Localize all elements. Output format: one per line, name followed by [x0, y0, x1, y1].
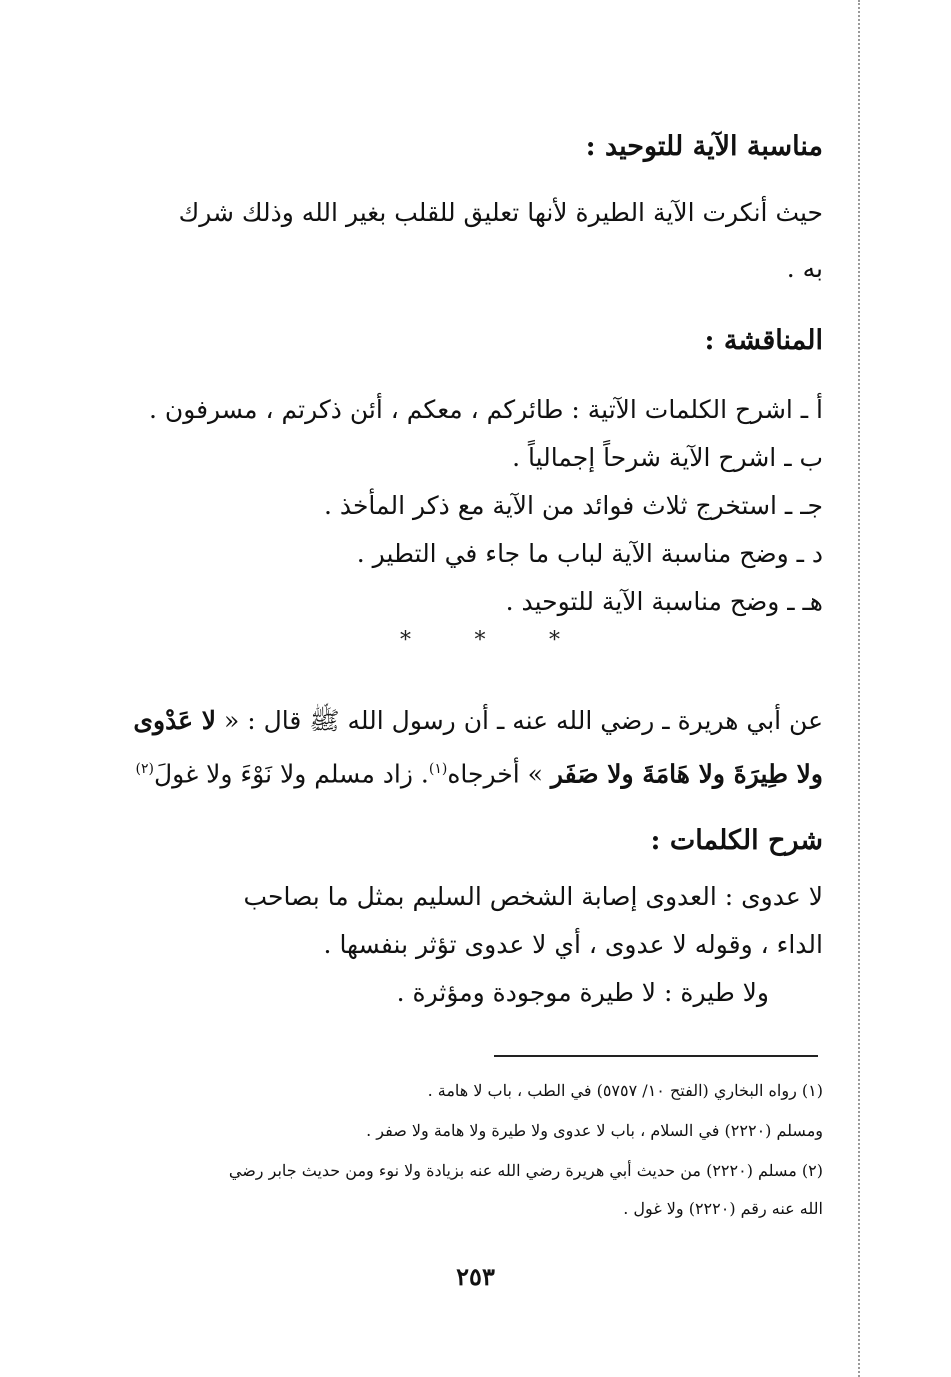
explanation-line-1: لا عدوى : العدوى إصابة الشخص السليم بمثل ما بصاحب — [243, 882, 823, 911]
discussion-item-b: ب ـ اشرح الآية شرحاً إجمالياً . — [512, 443, 823, 472]
footnote-1-continued: ومسلم (٢٢٢٠) في السلام ، باب لا عدوى ولا طيرة ولا هامة ولا صفر . — [366, 1121, 823, 1140]
page-edge-dotted-line — [858, 0, 860, 1377]
section-heading-discussion: المناقشة : — [704, 325, 823, 356]
relevance-text-line-2: به . — [786, 254, 823, 283]
footnote-1: (١) رواه البخاري (الفتح ١٠/ ٥٧٥٧) في الطب ، باب لا هامة . — [427, 1081, 823, 1100]
footnote-divider — [494, 1055, 818, 1057]
separator-star: * — [474, 628, 486, 653]
discussion-item-d: د ـ وضح مناسبة الآية لباب ما جاء في التطير . — [356, 539, 823, 568]
explanation-line-3: ولا طيرة : لا طيرة موجودة ومؤثرة . — [396, 978, 769, 1007]
explanation-line-2: الداء ، وقوله لا عدوى ، أي لا عدوى تؤثر بنفسها . — [323, 930, 823, 959]
footnote-2-continued: الله عنه رقم (٢٢٢٠) ولا غول . — [623, 1199, 823, 1218]
footnote-2: (٢) مسلم (٢٢٢٠) من حديث أبي هريرة رضي الله عنه بزيادة ولا نوء ومن حديث جابر رضي — [228, 1161, 823, 1180]
separator-star: * — [549, 628, 560, 653]
relevance-text-line-1: حيث أنكرت الآية الطيرة لأنها تعليق للقلب بغير الله وذلك شرك — [178, 198, 823, 227]
hadith-line-1: عن أبي هريرة ـ رضي الله عنه ـ أن رسول الله ﷺ قال : « لا عَدْوى — [133, 706, 823, 735]
discussion-item-e: هـ ـ وضح مناسبة الآية للتوحيد . — [505, 587, 823, 616]
page-number: ٢٥٣ — [456, 1262, 495, 1291]
footnote-ref-2: (٢) — [135, 761, 155, 777]
section-heading-word-explanation: شرح الكلمات : — [650, 825, 823, 856]
discussion-item-a: أ ـ اشرح الكلمات الآتية : طائركم ، معكم ، أئن ذكرتم ، مسرفون . — [148, 395, 823, 424]
section-heading-relevance: مناسبة الآية للتوحيد : — [585, 131, 823, 162]
discussion-item-c: جـ ـ استخرج ثلاث فوائد من الآية مع ذكر المأخذ . — [323, 491, 823, 520]
section-separator — [400, 628, 560, 653]
separator-star: * — [400, 628, 411, 653]
hadith-line-2: ولا طِيرَةَ ولا هَامَةَ ولا صَفَر » أخرجاه$^{(١)}$. زاد مسلم ولا نَوْءَ ولا غولَ$^{(٢)}$ — [135, 759, 823, 789]
footnote-ref-1: (١) — [428, 761, 448, 777]
